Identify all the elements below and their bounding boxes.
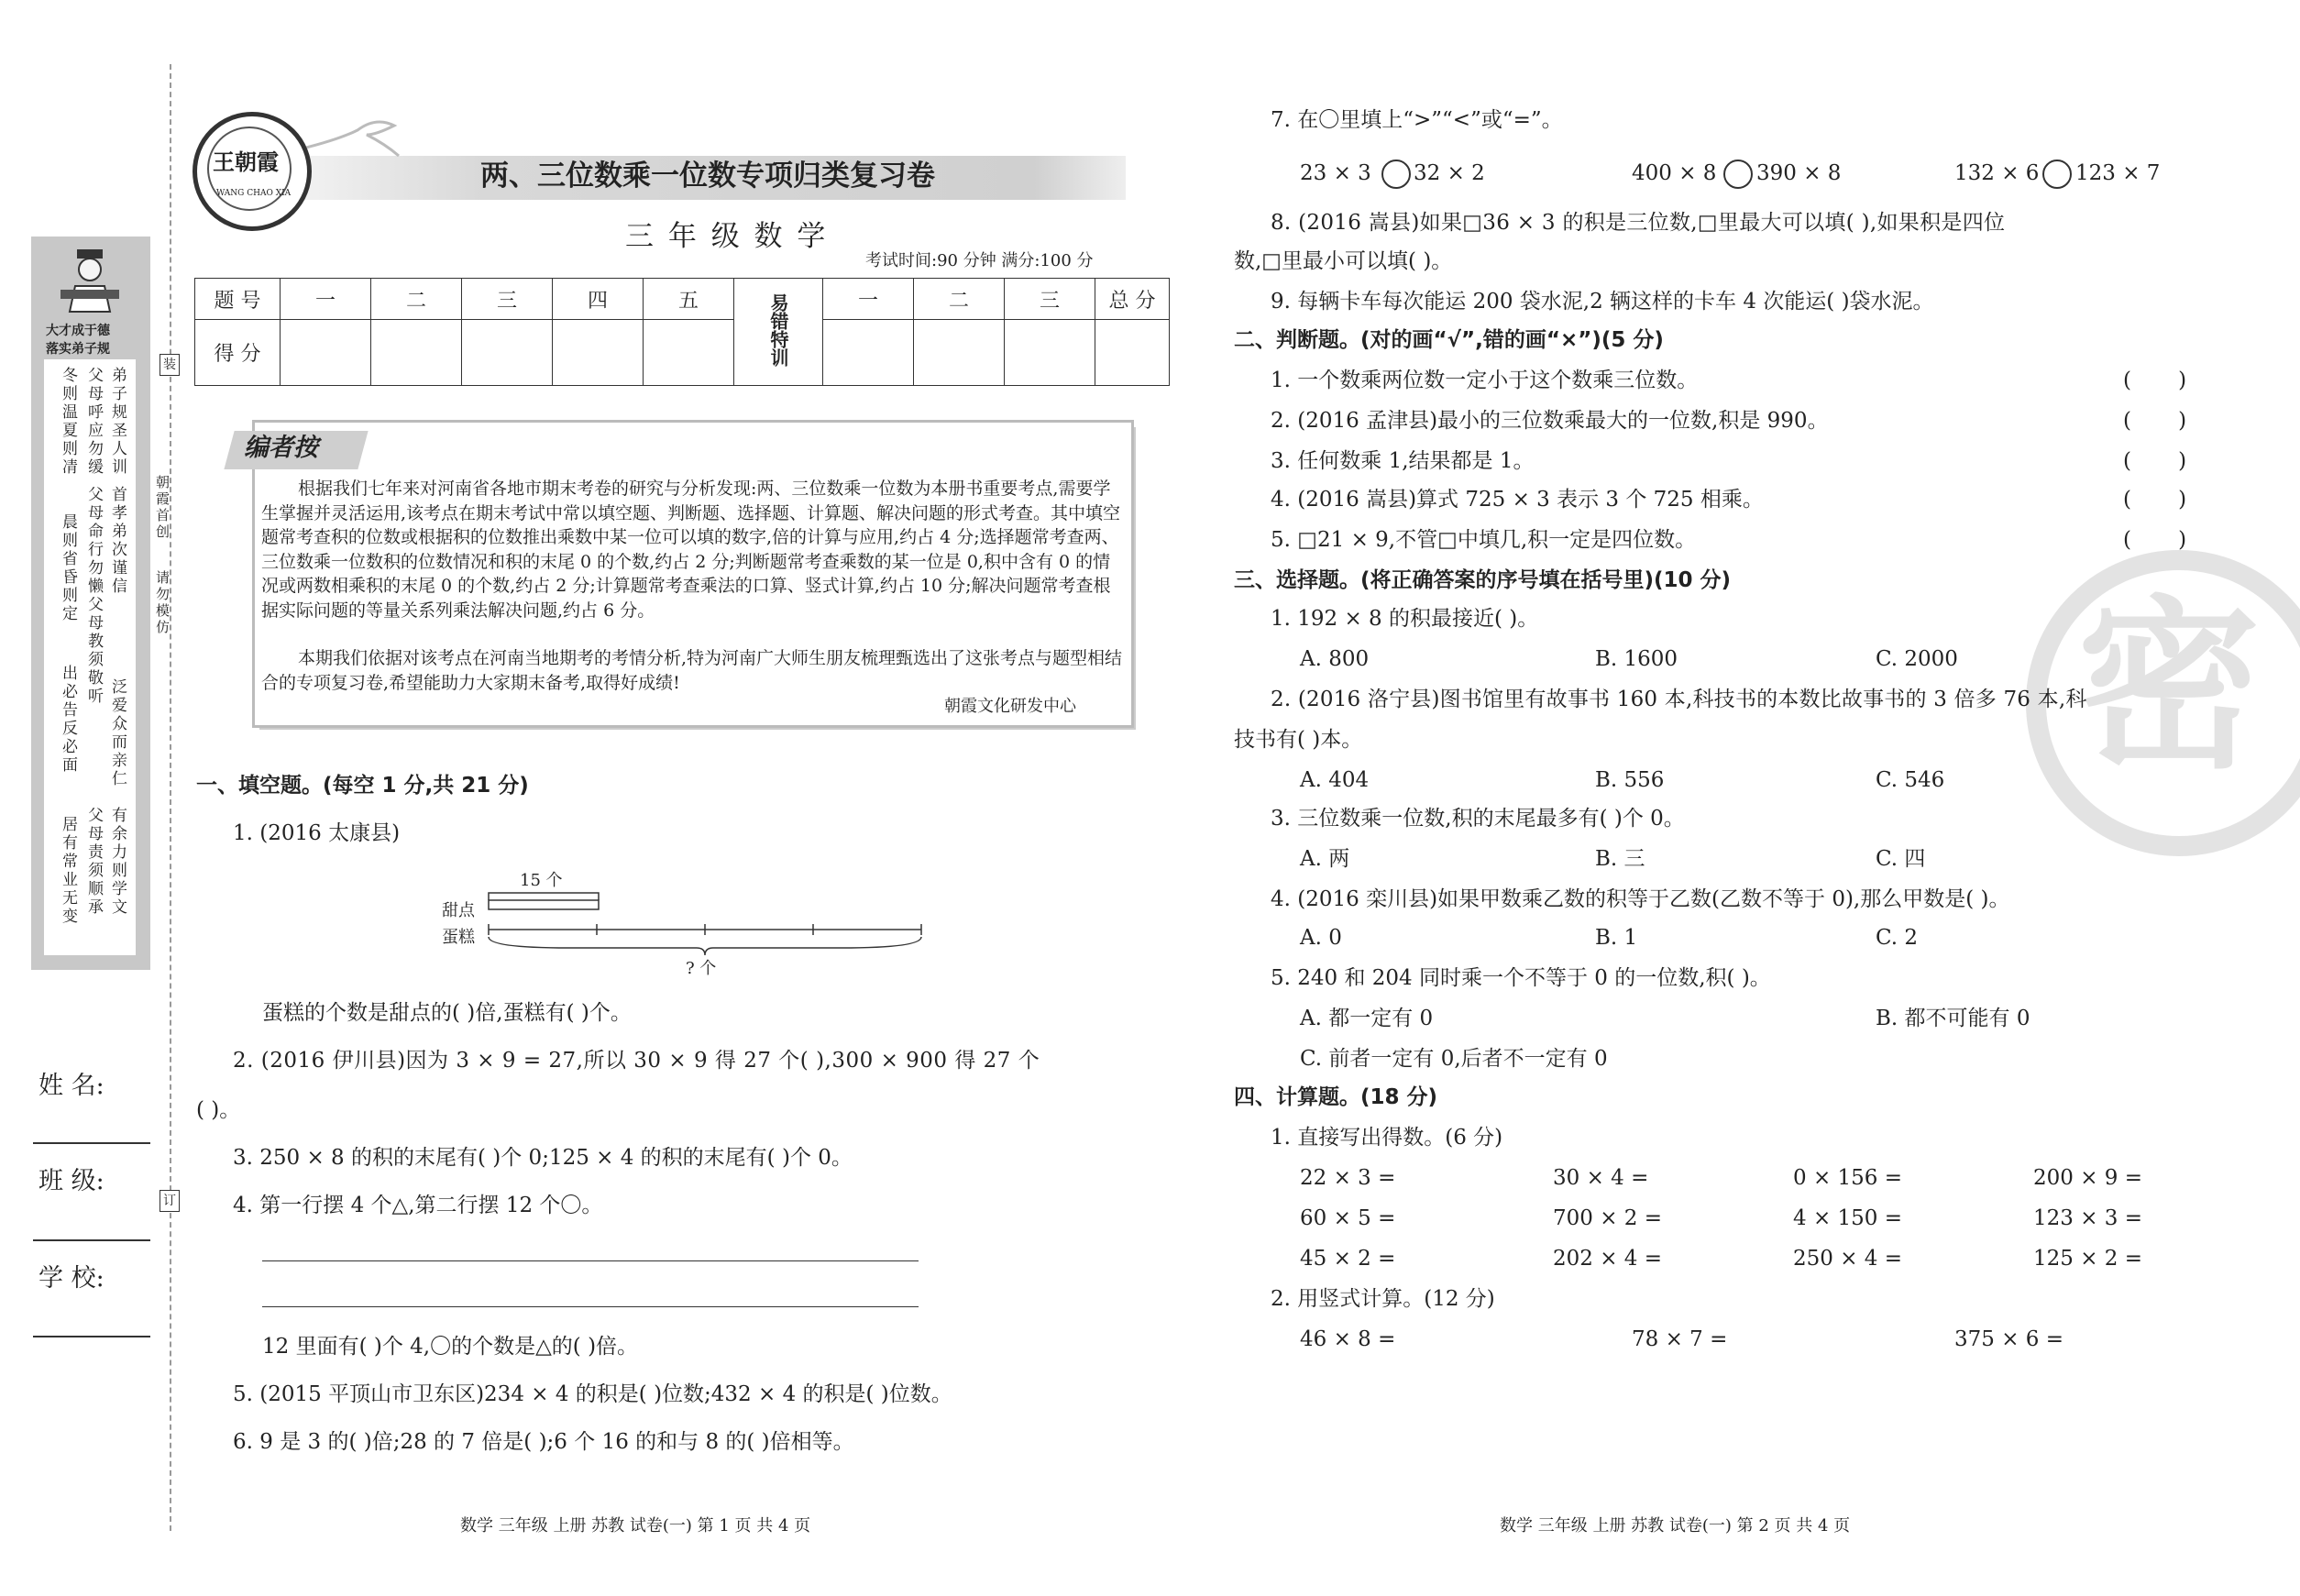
choice-option[interactable]: A. 800 [1300,647,1370,671]
stamp-text: 密 [2077,580,2261,794]
sidebar-column: 有余力则学文 [108,807,127,917]
q8-line1: 8. (2016 嵩县)如果□36 × 3 的积是三位数,□里最大可以填( ),如果积是四位 [1271,211,2006,235]
binding-mark-box: 订 [160,1190,180,1212]
page2-footer: 数学 三年级 上册 苏教 试卷(一) 第 2 页 共 4 页 [1500,1516,1851,1535]
choice-option[interactable]: B. 556 [1595,768,1665,792]
judge-answer-paren[interactable]: ( ) [2123,409,2187,433]
scholar-figure-icon [57,246,123,314]
section3-heading: 三、选择题。(将正确答案的序号填在括号里)(10 分) [1234,568,1732,592]
choice-option[interactable]: B. 1 [1595,926,1638,950]
sidebar-column: 居有常业无变 [59,816,77,926]
judge-answer-paren[interactable]: ( ) [2123,528,2187,552]
score-cell[interactable] [1095,320,1170,386]
q7-item-b: 123 × 7 [2075,161,2161,185]
diagram-row1-label: 甜点 [442,901,475,920]
choice-q2: 2. (2016 洛宁县)图书馆里有故事书 160 本,科技书的本数比故事书的 3 倍多 76 本,科 [1271,688,2087,711]
brand-logo-subtext: WANG CHAO XIA [216,189,292,198]
score-cell[interactable] [462,320,553,386]
judge-answer-paren[interactable]: ( ) [2123,369,2187,392]
q7-item-b: 32 × 2 [1414,161,1485,185]
sidebar-column: 父母命行勿懒 [84,486,103,596]
binding-note: 请勿模仿 [154,570,171,636]
judge-answer-paren[interactable]: ( ) [2123,449,2187,473]
sidebar-column: 晨则省昏则定 [59,513,77,623]
score-cell[interactable] [371,320,462,386]
editor-note-tag: 编者按 [244,434,318,462]
q5-text: 5. (2015 平顶山市卫东区)234 × 4 的积是( )位数;432 × 4 的积是( )位数。 [233,1382,952,1406]
sidebar-column: 泛爱众而亲仁 [108,678,127,788]
score-row-label: 题 号 [195,279,281,320]
q4-text: 4. 第一行摆 4 个△,第二行摆 12 个〇。 [233,1194,603,1217]
judge-item: 1. 一个数乘两位数一定小于这个数乘三位数。 [1271,369,1699,392]
section1-heading: 一、填空题。(每空 1 分,共 21 分) [196,774,529,798]
score-col: 一 [281,279,371,320]
choice-option[interactable]: A. 都一定有 0 [1300,1007,1434,1030]
q2-text: 2. (2016 伊川县)因为 3 × 9 = 27,所以 30 × 9 得 27 个( ),300 × 900 得 27 个 [233,1049,1040,1073]
diagram-top-label: 15 个 [520,871,563,890]
calc-item: 700 × 2 = [1553,1206,1663,1230]
choice-option[interactable]: C. 546 [1876,768,1945,792]
score-cell[interactable] [281,320,371,386]
brand-logo-text: 王朝霞 [213,149,279,175]
q1-head: 1. (2016 太康县) [233,821,401,845]
q7-item-b: 390 × 8 [1756,161,1842,185]
choice-option[interactable]: B. 三 [1595,847,1645,871]
score-row-label: 得 分 [195,320,281,386]
calc-item: 125 × 2 = [2033,1247,2143,1271]
judge-item: 2. (2016 孟津县)最小的三位数乘最大的一位数,积是 990。 [1271,409,1829,433]
special-training-label [734,279,823,386]
sidebar-column: 首孝弟次谨信 [108,486,127,596]
q2-cont: ( )。 [196,1098,241,1122]
editor-note-signature: 朝霞文化研发中心 [944,697,1076,716]
score-col: 二 [914,279,1005,320]
sidebar-column: 父母教须敬听 [84,596,103,706]
score-cell[interactable] [553,320,644,386]
score-col: 三 [1005,279,1095,320]
calc-item: 250 × 4 = [1793,1247,1903,1271]
vertical-calc-item: 46 × 8 = [1300,1327,1396,1351]
q7-item-a: 23 × 3 [1300,161,1371,185]
score-col: 四 [553,279,644,320]
choice-option[interactable]: B. 都不可能有 0 [1876,1007,2030,1030]
q4-answer-line[interactable] [262,1260,919,1261]
paper-title: 两、三位数乘一位数专项归类复习卷 [480,160,935,193]
q4-ans: 12 里面有( )个 4,〇的个数是△的( )倍。 [262,1335,639,1359]
name-field[interactable] [33,1142,150,1144]
q7-head: 7. 在〇里填上“>”“<”或“=”。 [1271,108,1563,132]
special-training-text: 易错特训 [767,292,789,367]
choice-q4: 4. (2016 栾川县)如果甲数乘乙数的积等于乙数(乙数不等于 0),那么甲数是( )。 [1271,887,2010,911]
q6-text: 6. 9 是 3 的( )倍;28 的 7 倍是( );6 个 16 的和与 8 的( )倍相等。 [233,1430,854,1454]
q7-item-a: 400 × 8 [1632,161,1717,185]
diagram-bottom-label: ? 个 [686,959,717,978]
choice-option[interactable]: C. 2000 [1876,647,1958,671]
choice-option[interactable]: C. 2 [1876,926,1919,950]
calc-item: 60 × 5 = [1300,1206,1396,1230]
name-label: 姓 名: [39,1072,105,1100]
exam-info: 考试时间:90 分钟 满分:100 分 [865,251,1094,270]
subject-title: 三 年 级 数 学 [625,220,829,253]
choice-option[interactable]: B. 1600 [1595,647,1678,671]
sidebar-column: 父母责须顺承 [84,807,103,917]
editor-note-para1: 根据我们七年来对河南省各地市期末考卷的研究与分析发现:两、三位数乘一位数为本册书重要考点,需要学生掌握并灵活运用,该考点在期末考试中常以填空题、判断题、选择题、计算题、解决问题的形式考查。其中填空题常考查积的位数或根据积的位数推出乘数中某一位可以填的数字,倍的计算与应用,约占 4 分;选择题常考查两、三位数乘一位数积的位数情况和积的末尾 0 的个数,约占 2 分;判断题常考查乘数的某一位是 0,积中含有 0 的情况或两数相乘积的末尾 0 的个数,约占 2 分;计算题常考查乘法的口算、竖式计算,约占 10 分;解决问题常考查根据实际问题的等量关系列乘法解决问题,约占 6 分。 [261,479,1121,621]
choice-q3: 3. 三位数乘一位数,积的末尾最多有( )个 0。 [1271,807,1685,831]
calc2-head: 2. 用竖式计算。(12 分) [1271,1287,1495,1311]
score-cell[interactable] [914,320,1005,386]
editor-note-para2: 本期我们依据对该考点在河南当地期考的考情分析,特为河南广大师生朋友梳理甄选出了这张考点与题型相结合的专项复习卷,希望能助力大家期末备考,取得好成绩! [261,648,1123,693]
binding-mark-box: 装 [160,354,180,376]
q3-text: 3. 250 × 8 的积的末尾有( )个 0;125 × 4 的积的末尾有( )个 0。 [233,1146,853,1170]
sidebar-motto-bottom: 落实弟子规 [46,342,110,357]
q4-answer-line[interactable] [262,1306,919,1307]
score-cell[interactable] [823,320,914,386]
calc-item: 22 × 3 = [1300,1166,1396,1190]
calc1-head: 1. 直接写出得数。(6 分) [1271,1126,1503,1150]
diagram-row2-label: 蛋糕 [442,928,475,947]
choice-option[interactable]: A. 0 [1300,926,1342,950]
score-cell[interactable] [1005,320,1095,386]
compare-circle[interactable] [1381,160,1411,189]
q1-text: 蛋糕的个数是甜点的( )倍,蛋糕有( )个。 [262,1001,632,1025]
calc-item: 45 × 2 = [1300,1247,1396,1271]
judge-item: 5. □21 × 9,不管□中填几,积一定是四位数。 [1271,528,1697,552]
choice-q1: 1. 192 × 8 的积最接近( )。 [1271,607,1539,631]
score-col: 五 [644,279,734,320]
q9-text: 9. 每辆卡车每次能运 200 袋水泥,2 辆这样的卡车 4 次能运( )袋水泥。 [1271,290,1934,314]
section4-heading: 四、计算题。(18 分) [1234,1085,1438,1109]
calc-item: 4 × 150 = [1793,1206,1903,1230]
judge-item: 3. 任何数乘 1,结果都是 1。 [1271,449,1535,473]
sidebar-column: 父母呼应勿缓 [84,367,103,477]
calc-item: 202 × 4 = [1553,1247,1663,1271]
choice-option[interactable]: A. 两 [1300,847,1350,871]
score-col: 三 [462,279,553,320]
binding-note: 朝霞首创 [154,475,171,541]
sidebar-column: 出必告反必面 [59,665,77,775]
calc-item: 200 × 9 = [2033,1166,2143,1190]
judge-answer-paren[interactable]: ( ) [2123,488,2187,512]
score-col: 一 [823,279,914,320]
ribbon-decoration [303,112,403,158]
score-total-label: 总 分 [1095,279,1170,320]
score-table [194,278,1170,386]
choice-option[interactable]: A. 404 [1300,768,1370,792]
school-field[interactable] [33,1336,150,1337]
calc-item: 30 × 4 = [1553,1166,1649,1190]
calc-item: 0 × 156 = [1793,1166,1903,1190]
vertical-calc-item: 375 × 6 = [1954,1327,2064,1351]
sidebar-column: 冬则温夏则凊 [59,367,77,477]
binding-dashed-line [170,64,171,1531]
sidebar-column: 弟子规圣人训 [108,367,127,477]
q8-line2: 数,□里最小可以填( )。 [1234,249,1453,273]
judge-item: 4. (2016 嵩县)算式 725 × 3 表示 3 个 725 相乘。 [1271,488,1764,512]
section2-heading: 二、判断题。(对的画“√”,错的画“×”)(5 分) [1234,328,1664,352]
vertical-calc-item: 78 × 7 = [1632,1327,1728,1351]
choice-option[interactable]: C. 前者一定有 0,后者不一定有 0 [1300,1047,1608,1071]
compare-circle[interactable] [2042,160,2072,189]
score-cell[interactable] [644,320,734,386]
score-col: 二 [371,279,462,320]
class-field[interactable] [33,1239,150,1241]
choice-q2-cont: 技书有( )本。 [1234,728,1363,752]
school-label: 学 校: [39,1264,105,1293]
sidebar-motto-top: 大才成于德 [46,324,110,338]
class-label: 班 级: [39,1167,105,1195]
compare-circle[interactable] [1723,160,1753,189]
page1-footer: 数学 三年级 上册 苏教 试卷(一) 第 1 页 共 4 页 [460,1516,811,1535]
q7-item-a: 132 × 6 [1954,161,2040,185]
calc-item: 123 × 3 = [2033,1206,2143,1230]
choice-option[interactable]: C. 四 [1876,847,1926,871]
choice-q5: 5. 240 和 204 同时乘一个不等于 0 的一位数,积( )。 [1271,966,1771,990]
